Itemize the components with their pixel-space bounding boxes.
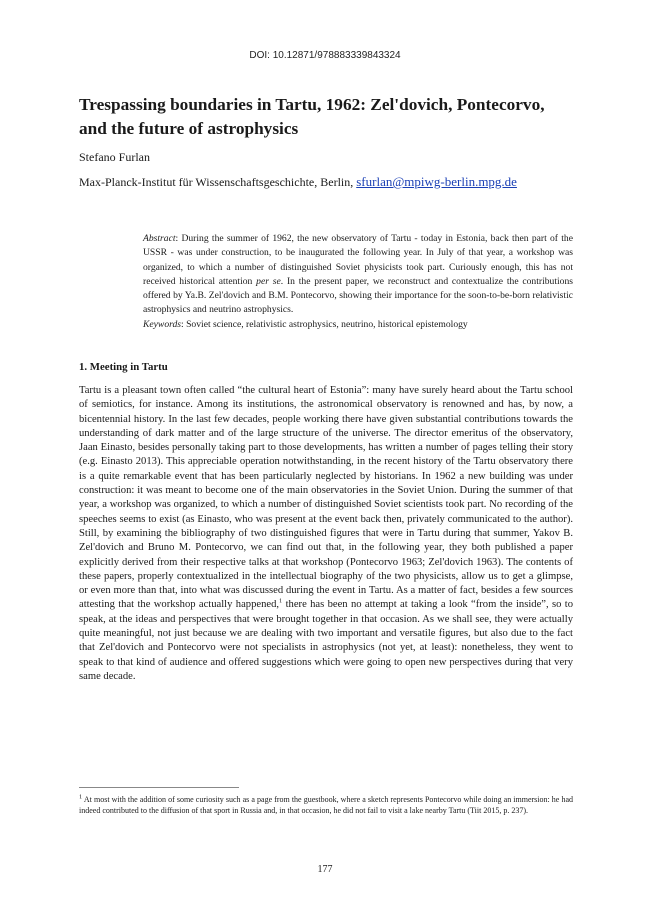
footnote-text: At most with the addition of some curiosity such as a page from the guestbook, where a sketch represents Pontecorvo while doing an immersion: he had indeed contributed to the diffusion of that sport in Russia and, in that occasion, he did not fail to visit a lake nearby Tartu (Tiit 2015, p. 237). [79,795,573,816]
footnote-divider [79,787,239,788]
author-name: Stefano Furlan [79,150,150,164]
author-email-link[interactable]: sfurlan@mpiwg-berlin.mpg.de [356,174,517,189]
abstract-text-a: : During the summer of 1962, the new observatory of Tartu - today in Estonia, back then part of the USSR - was under construction, to be inaugurated the following year. In July of that year, a workshop was organized, to which a number of distinguished Soviet physicists took part. Curiously enough, this has not received historical attention [143,233,573,287]
keywords-label: Keywords [143,319,182,330]
abstract-emphasis: per se [256,275,281,287]
body-text-b: there has been no attempt at taking a look “from the inside”, so to speak, at the ideas and perspectives that were brought together in that occasion. As we shall see, they were actually quite meaningful, not just because we are dealing with two important and versatile figures, but also due to the fact that Zel'dovich and Pontecorvo were not specialists in astrophysics (not yet, at least): nonetheless, they went to speak to that kind of audience and offered suggestions which were going to open new perspectives during that very same decade. [79,599,573,682]
abstract [143,232,573,318]
paper-title: Trespassing boundaries in Tartu, 1962: Zel'dovich, Pontecorvo, and the future of astrophysics [79,95,545,138]
affiliation-text: Max-Planck-Institut für Wissenschaftsgeschichte, Berlin, [79,175,354,189]
keywords [143,319,573,330]
footnote-number: 1 [79,793,83,801]
page-number: 177 [317,864,333,875]
keywords-text: : Soviet science, relativistic astrophysics, neutrino, historical epistemology [181,319,468,330]
abstract-text-b: . In the present paper, we reconstruct and contextualize the contributions offered by Ya.B. Zel'dovich and B.M. Pontecorvo, showing their importance for the soon-to-be-born relativistic astrophysics and neutrino astrophysics. [143,275,574,316]
body-text-a: Tartu is a pleasant town often called “the cultural heart of Estonia”: many have surely heard about the Tartu school of semiotics, for instance. Among its institutions, the astronomical observatory is renowned and has, by now, a bicentennial history. In the last few decades, people working there have given substantial contributions towards the understanding of dark matter and of the large structure of the universe. The director emeritus of the observatory, Jaan Einasto, besides personally taking part to those developments, has written a number of pages telling their story (e.g. Einasto 2013). This appreciable operation notwithstanding, in the recent history of the Tartu observatory there is a quite remarkable event that has been particularly neglected by historians. In 1962 a new building was under construction: it was meant to become one of the main observatories in the Soviet Union. During the summer of that year, a workshop was organized, to which a number of distinguished Soviet scientists took part. No recording of the speeches seems to exist (as Einasto, who was present at the event back then, privately communicated to the author). Still, by examining the bibliography of two distinguished figures that were in Tartu during that summer, Yakov B. Zel'dovich and Bruno M. Pontecorvo, we can find out that, in the following year, they both published a paper explicitly derived from their respective talks at that workshop (Pontecorvo 1963; Zel'dovich 1963). The contents of these papers, properly contextualized in the intellectual biography of the two physicists, allow us to get a glimpse, or even more than that, into what was discussed during the event in Tartu. As a matter of fact, besides a few sources attesting that the workshop actually happened, [79,385,573,611]
author-affiliation [79,174,579,190]
doi-header: DOI: 10.12871/978883339843324 [249,50,401,61]
body-paragraph [79,384,573,684]
section-heading: 1. Meeting in Tartu [79,361,168,373]
footnote-marker: 1 [279,597,283,605]
footnote [79,794,573,817]
abstract-label: Abstract [143,233,176,244]
